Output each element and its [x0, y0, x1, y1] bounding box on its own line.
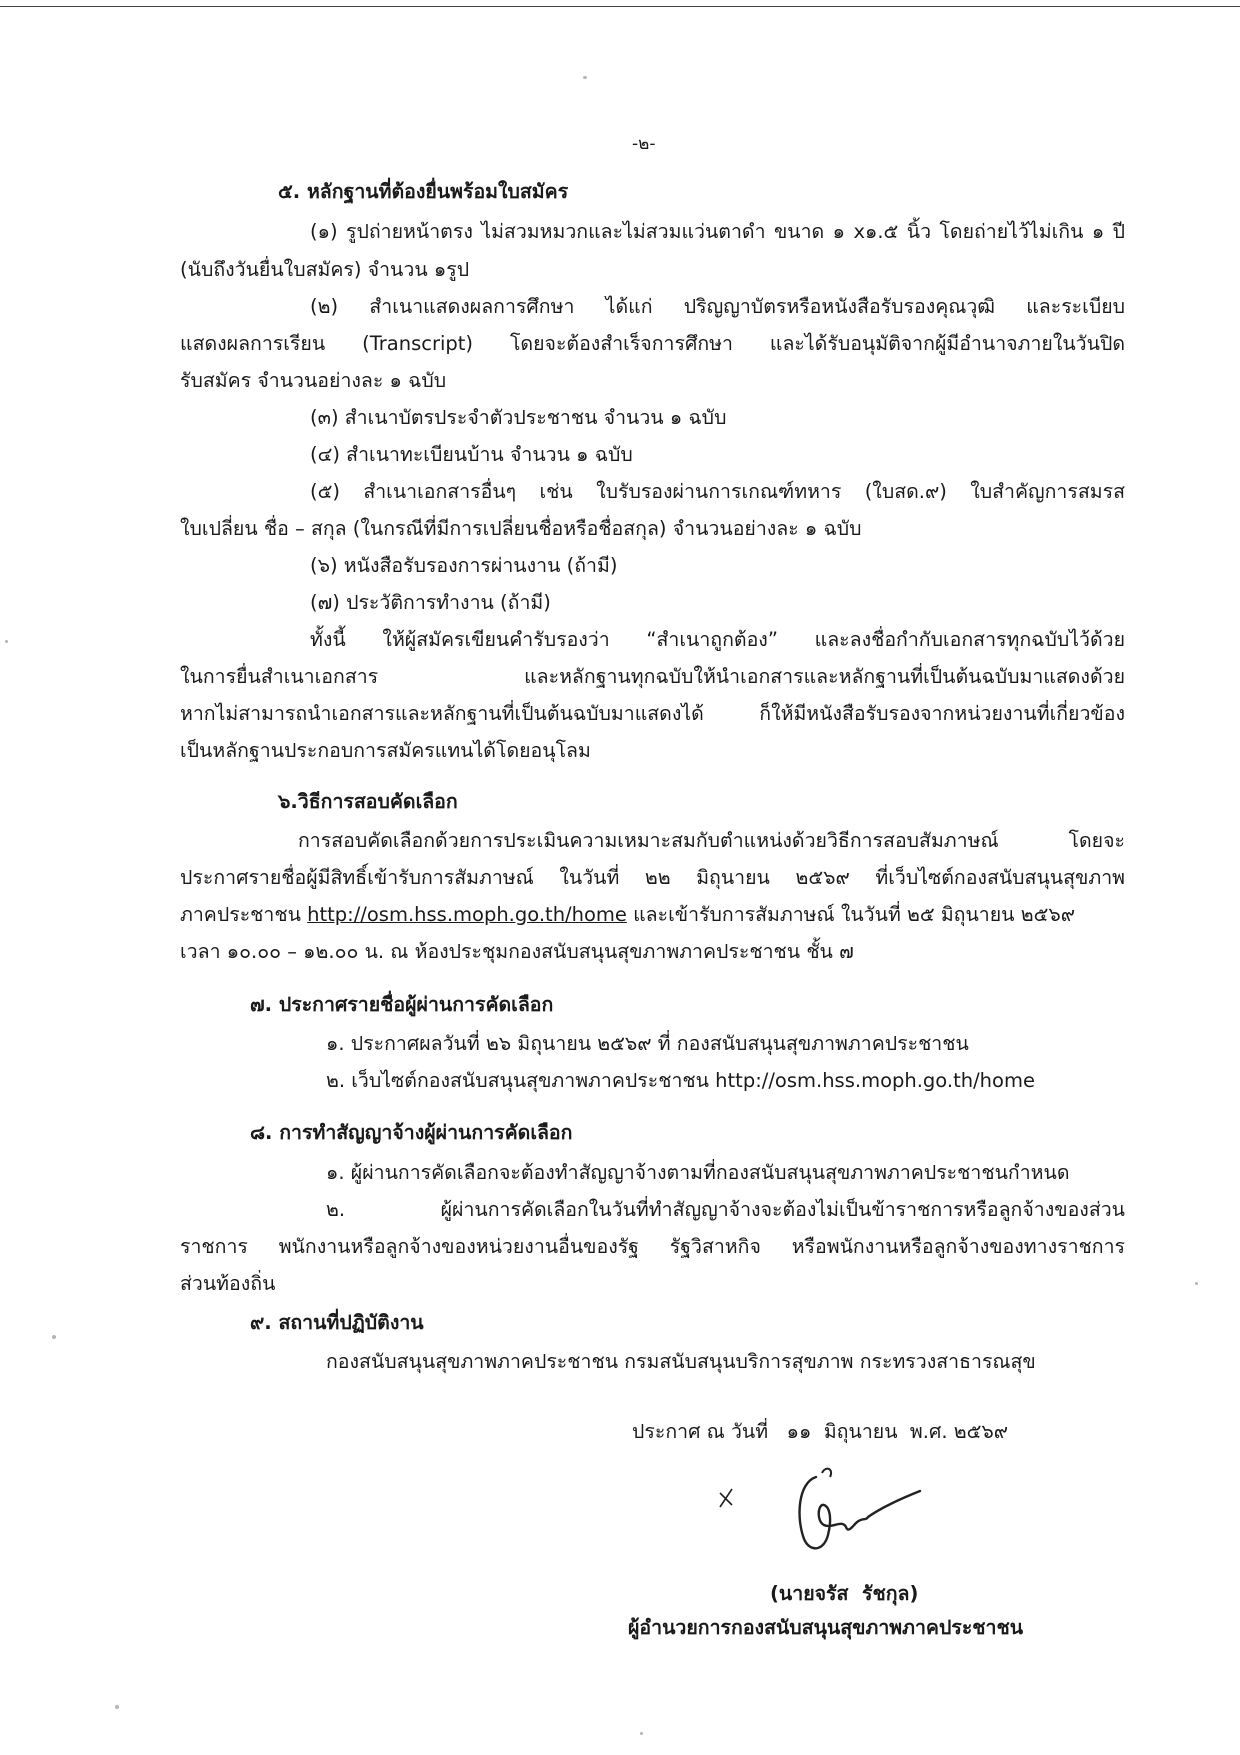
section-6-line: การสอบคัดเลือกด้วยการประเมินความเหมาะสมกับตำแหน่งด้วยวิธีการสอบสัมภาษณ์ โดยจะ — [298, 829, 1125, 852]
section-6-line: เวลา ๑๐.๐๐ – ๑๒.๐๐ น. ณ ห้องประชุมกองสนับสนุนสุขภาพภาคประชาชน ชั้น ๗ — [180, 940, 854, 963]
section-5-line: (๔) สำเนาทะเบียนบ้าน จำนวน ๑ ฉบับ — [310, 443, 633, 466]
section-5-line: (นับถึงวันยื่นใบสมัคร) จำนวน ๑รูป — [180, 258, 470, 281]
scan-speck — [5, 640, 8, 643]
section-8-line: ส่วนท้องถิ่น — [180, 1272, 276, 1295]
page-number: -๒- — [632, 134, 656, 154]
section-5-line: (๖) หนังสือรับรองการผ่านงาน (ถ้ามี) — [310, 554, 618, 577]
handwritten-signature — [712, 1455, 952, 1575]
section-5-line: รับสมัคร จำนวนอย่างละ ๑ ฉบับ — [180, 369, 447, 392]
section-5-line: แสดงผลการเรียน (Transcript) โดยจะต้องสำเร็จการศึกษา และได้รับอนุมัติจากผู้มีอำนาจภายในวันปิด — [180, 332, 1125, 355]
section-6-text: และเข้ารับการสัมภาษณ์ ในวันที่ ๒๕ มิถุนายน ๒๕๖๙ — [626, 903, 1075, 926]
scan-speck — [115, 1705, 119, 1709]
section-9-line: กองสนับสนุนสุขภาพภาคประชาชน กรมสนับสนุนบริการสุขภาพ กระทรวงสาธารณสุข — [326, 1350, 1036, 1373]
section-8-line: ราชการ พนักงานหรือลูกจ้างของหน่วยงานอื่นของรัฐ รัฐวิสาหกิจ หรือพนักงานหรือลูกจ้างของทางราชการ — [180, 1235, 1125, 1258]
scan-speck — [583, 76, 587, 79]
signer-name: (นายจรัส รัชกุล) — [770, 1582, 919, 1605]
scan-top-border — [0, 6, 1240, 7]
section-5-line: (๓) สำเนาบัตรประจำตัวประชาชน จำนวน ๑ ฉบับ — [310, 406, 727, 429]
section-5-line: ใบเปลี่ยน ชื่อ – สกุล (ในกรณีที่มีการเปลี่ยนชื่อหรือชื่อสกุล) จำนวนอย่างละ ๑ ฉบับ — [180, 517, 862, 540]
section-5-line: หากไม่สามารถนำเอกสารและหลักฐานที่เป็นต้นฉบับมาแสดงได้ ก็ให้มีหนังสือรับรองจากหน่วยงานที่เกี่ยวข้อง — [180, 702, 1125, 725]
section-6-line — [180, 903, 1075, 927]
section-5-line: ทั้งนี้ ให้ผู้สมัครเขียนคำรับรองว่า “สำเนาถูกต้อง” และลงชื่อกำกับเอกสารทุกฉบับไว้ด้วย — [310, 628, 1125, 651]
section-9-heading: ๙. สถานที่ปฏิบัติงาน — [250, 1311, 424, 1334]
section-5-line: (๑) รูปถ่ายหน้าตรง ไม่สวมหมวกและไม่สวมแว่นตาดำ ขนาด ๑ x๑.๕ นิ้ว โดยถ่ายไว้ไม่เกิน ๑ ปี — [310, 220, 1125, 243]
section-7-heading: ๗. ประกาศรายชื่อผู้ผ่านการคัดเลือก — [250, 993, 554, 1016]
section-5-line: เป็นหลักฐานประกอบการสมัครแทนได้โดยอนุโลม — [180, 739, 591, 762]
section-6-line: ประกาศรายชื่อผู้มีสิทธิ์เข้ารับการสัมภาษณ์ ในวันที่ ๒๒ มิถุนายน ๒๕๖๙ ที่เว็บไซต์กองสนับสนุนสุขภาพ — [180, 866, 1125, 889]
section-6-heading: ๖.วิธีการสอบคัดเลือก — [278, 790, 458, 813]
signer-title: ผู้อำนวยการกองสนับสนุนสุขภาพภาคประชาชน — [628, 1616, 1024, 1639]
scan-speck — [52, 1335, 56, 1339]
announce-date: ประกาศ ณ วันที่ ๑๑ มิถุนายน พ.ศ. ๒๕๖๙ — [632, 1420, 1009, 1443]
section-5-heading: ๕. หลักฐานที่ต้องยื่นพร้อมใบสมัคร — [278, 180, 569, 203]
section-8-heading: ๘. การทำสัญญาจ้างผู้ผ่านการคัดเลือก — [250, 1121, 573, 1144]
section-5-line: (๕) สำเนาเอกสารอื่นๆ เช่น ใบรับรองผ่านการเกณฑ์ทหาร (ใบสด.๙) ใบสำคัญการสมรส — [310, 480, 1125, 503]
section-8-line: ๑. ผู้ผ่านการคัดเลือกจะต้องทำสัญญาจ้างตามที่กองสนับสนุนสุขภาพภาคประชาชนกำหนด — [326, 1161, 1070, 1184]
section-7-line: ๑. ประกาศผลวันที่ ๒๖ มิถุนายน ๒๕๖๙ ที่ กองสนับสนุนสุขภาพภาคประชาชน — [326, 1032, 969, 1055]
scan-speck — [640, 1732, 643, 1735]
section-7-line: ๒. เว็บไซต์กองสนับสนุนสุขภาพภาคประชาชน http://osm.hss.moph.go.th/home — [326, 1069, 1035, 1092]
section-5-line: (๗) ประวัติการทำงาน (ถ้ามี) — [310, 591, 551, 614]
website-link[interactable]: http://osm.hss.moph.go.th/home — [307, 903, 627, 926]
section-6-text: ภาคประชาชน — [180, 903, 308, 926]
section-5-line: ในการยื่นสำเนาเอกสาร และหลักฐานทุกฉบับให้นำเอกสารและหลักฐานที่เป็นต้นฉบับมาแสดงด้วย — [180, 665, 1125, 688]
section-8-line: ๒. ผู้ผ่านการคัดเลือกในวันที่ทำสัญญาจ้างจะต้องไม่เป็นข้าราชการหรือลูกจ้างของส่วน — [326, 1198, 1125, 1221]
section-5-line: (๒) สำเนาแสดงผลการศึกษา ได้แก่ ปริญญาบัตรหรือหนังสือรับรองคุณวุฒิ และระเบียบ — [310, 295, 1125, 318]
scan-speck — [1195, 1282, 1198, 1285]
